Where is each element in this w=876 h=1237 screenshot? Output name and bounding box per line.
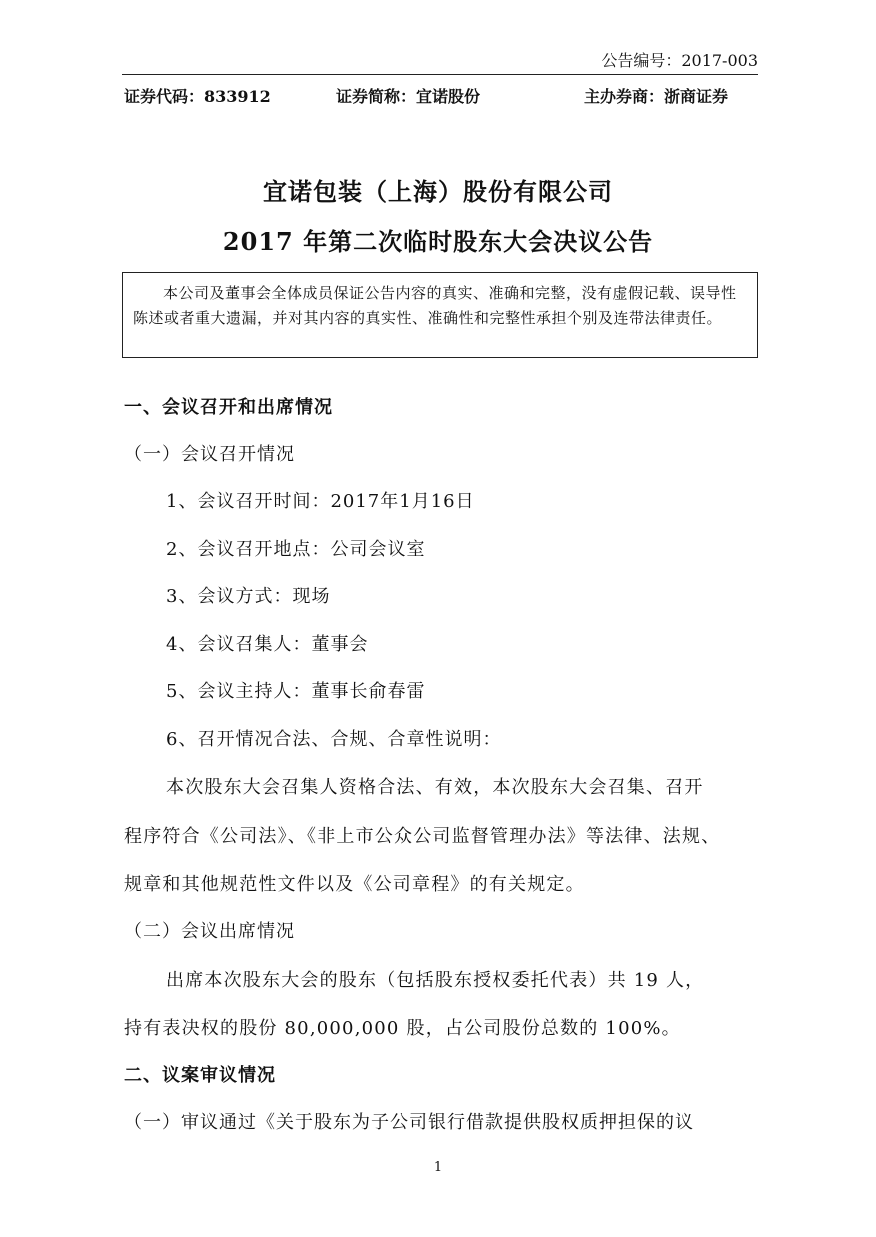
attendance-paragraph-line: 持有表决权的股份 80,000,000 股，占公司股份总数的 100%。 <box>124 1018 681 1039</box>
subsection-heading-proposal-1: （一）审议通过《关于股东为子公司银行借款提供股权质押担保的议 <box>124 1112 694 1133</box>
sponsor-broker: 主办券商：浙商证券 <box>584 87 729 106</box>
legality-paragraph-line: 本次股东大会召集人资格合法、有效，本次股东大会召集、召开 <box>166 777 704 798</box>
section-heading-proposals: 二、议案审议情况 <box>124 1065 276 1086</box>
section-heading-meeting: 一、会议召开和出席情况 <box>124 397 333 418</box>
subsection-heading-attendance: （二）会议出席情况 <box>124 921 295 942</box>
list-item: 4、会议召集人：董事会 <box>166 634 369 655</box>
header-rule <box>122 74 758 75</box>
disclaimer-box: 本公司及董事会全体成员保证公告内容的真实、准确和完整，没有虚假记载、误导性陈述或者重大遗漏，并对其内容的真实性、准确性和完整性承担个别及连带法律责任。 <box>122 272 758 358</box>
legality-paragraph-line: 程序符合《公司法》、《非上市公众公司监督管理办法》等法律、法规、 <box>124 826 721 847</box>
page-number: 1 <box>433 1160 443 1175</box>
legality-paragraph-line: 规章和其他规范性文件以及《公司章程》的有关规定。 <box>124 874 585 895</box>
announcement-title: 2017 年第二次临时股东大会决议公告 <box>222 227 654 256</box>
attendance-paragraph-line: 出席本次股东大会的股东（包括股东授权委托代表）共 19 人， <box>166 970 705 991</box>
announcement-number: 公告编号：2017-003 <box>601 51 758 70</box>
list-item: 2、会议召开地点：公司会议室 <box>166 539 426 560</box>
list-item: 3、会议方式：现场 <box>166 586 331 607</box>
list-item: 1、会议召开时间：2017年1月16日 <box>166 491 475 512</box>
subsection-heading-convening: （一）会议召开情况 <box>124 444 295 465</box>
stock-abbreviation: 证券简称：宜诺股份 <box>336 87 481 106</box>
list-item: 5、会议主持人：董事长俞春雷 <box>166 681 426 702</box>
list-item: 6、召开情况合法、合规、合章性说明： <box>166 729 502 750</box>
stock-code: 证券代码：833912 <box>124 87 271 106</box>
company-title: 宜诺包装（上海）股份有限公司 <box>263 177 613 206</box>
